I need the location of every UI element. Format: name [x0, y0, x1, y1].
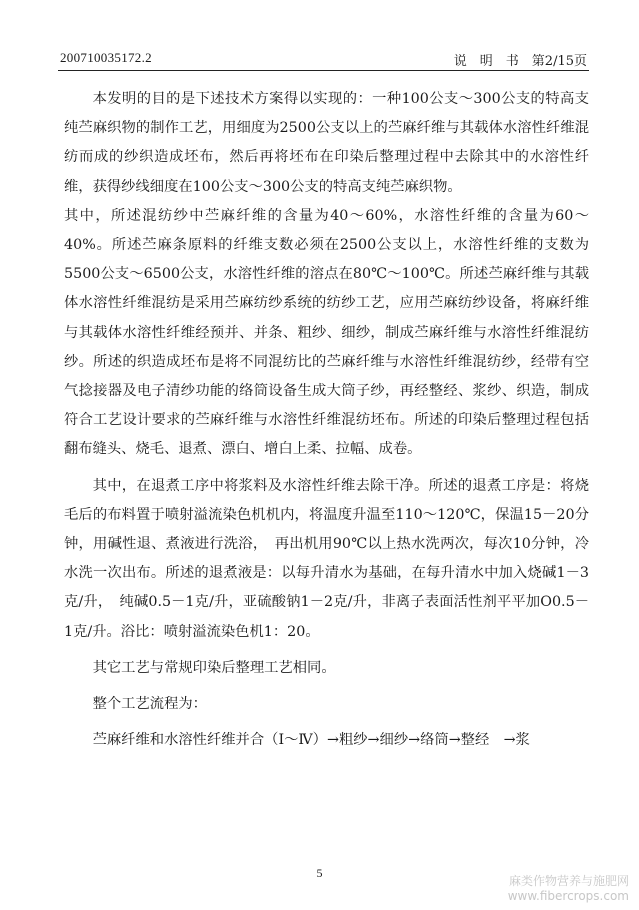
header-rule: [58, 70, 589, 71]
site-watermark: [508, 874, 629, 904]
paragraph-other-process: 其它工艺与常规印染后整理工艺相同。: [92, 659, 336, 676]
document-number: 200710035172.2: [60, 50, 152, 65]
paragraph-flow-heading: 整个工艺流程为：: [92, 696, 207, 713]
watermark-url: www.fibercrops.com: [507, 889, 629, 903]
watermark-title: 麻类作物营养与施肥网: [508, 874, 629, 888]
paragraph-flow: 苎麻纤维和水溶性纤维并合（Ⅰ～Ⅳ）→粗纱→细纱→络筒→整经 →浆: [92, 732, 530, 749]
paragraph-objective: 本发明的目的是下述技术方案得以实现的：一种100公支～300公支的特高支纯苎麻织物的制作工艺，用细度为2500公支以上的苎麻纤维与其载体水溶性纤维混纺而成的纱织造成坯布，然后再将坯布在印染后整理过程中去除其中的水溶性纤维，获得纱线细度在100公支～300公支的特高支纯苎麻织物。: [64, 91, 589, 195]
document-type: 说 明 书: [453, 54, 519, 69]
paragraph-details: 其中，所述混纺纱中苎麻纤维的含量为40～60%，水溶性纤维的含量为60～40%。所述苎麻条原料的纤维支数必须在2500公支以上，水溶性纤维的支数为5500公支～6500公支，水溶性纤维的溶点在80℃～100℃。所述苎麻纤维与其载体水溶性纤维混纺是采用苎麻纺纱系统的纺纱工艺，应用苎麻纺纱设备，将麻纤维与其载体水溶性纤维经预并、并条、粗纱、细纱，制成苎麻纤维与水溶性纤维混纺纱。所述的织造成坯布是将不同混纺比的苎麻纤维与水溶性纤维混纺纱，经带有空气捻接器及电子清纱功能的络筒设备生成大筒子纱，再经整经、浆纱、织造，制成符合工艺设计要求的苎麻纤维与水溶性纤维混纺坯布。所述的印染后整理过程包括翻布缝头、烧毛、退煮、漂白、增白上柔、拉幅、成卷。: [64, 207, 589, 458]
page-number: 5: [316, 866, 323, 880]
document-body: [64, 85, 589, 755]
page-counter: 第2/15页: [531, 54, 587, 69]
paragraph-scouring: 其中，在退煮工序中将浆料及水溶性纤维去除干净。所述的退煮工序是：将烧毛后的布料置于喷射溢流染色机机内，将温度升温至110～120℃，保温15－20分钟，用碱性退、煮液进行洗浴， 再出机用90℃以上热水洗两次，每次10分钟，冷水洗一次出布。所述的退煮液是：以每升清水为基础，在每升清水中加入烧碱1－3克/升， 纯碱0.5－1克/升，亚硫酸钠1－2克/升，非离子表面活性剂平平加O0.5－1克/升。浴比：喷射溢流染色机1：20。: [64, 477, 589, 640]
page-header-info: [454, 50, 587, 69]
